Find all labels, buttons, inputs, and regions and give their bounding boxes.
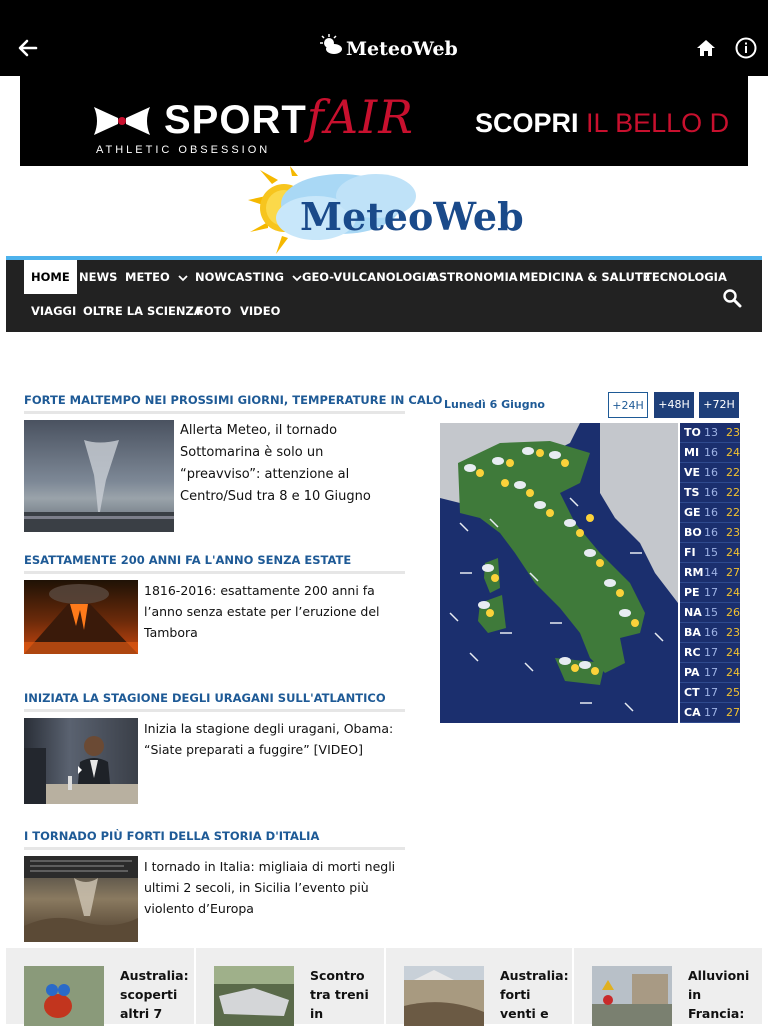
nav-item-nowcasting[interactable]: NOWCASTING — [188, 260, 309, 294]
flood-image-icon — [592, 966, 672, 1026]
related-thumbnail — [404, 966, 484, 1026]
city-row[interactable]: RC 17 24 — [680, 643, 740, 663]
related-card[interactable] — [386, 948, 574, 1024]
related-card[interactable] — [6, 948, 194, 1024]
ad-cta-white: SCOPRI — [475, 108, 579, 138]
italy-weather-map — [440, 423, 678, 723]
ad-banner[interactable] — [20, 76, 748, 166]
site-logo[interactable] — [246, 166, 536, 256]
city-row[interactable]: RM 14 27 — [680, 563, 740, 583]
nav-item-oltre-la-scienza[interactable]: OLTRE LA SCIENZA — [83, 304, 203, 318]
info-icon[interactable] — [734, 36, 758, 60]
related-card[interactable] — [574, 948, 762, 1024]
related-title: Australia: forti venti e — [500, 968, 569, 1021]
nav-item-viaggi[interactable]: VIAGGI — [31, 304, 77, 318]
related-thumbnail — [592, 966, 672, 1026]
related-title: Alluvioni in Francia: — [688, 968, 750, 1021]
main-nav — [6, 256, 762, 332]
city-row[interactable]: TO 13 23 — [680, 423, 740, 443]
nav-item-astronomia[interactable]: ASTRONOMIA — [430, 270, 518, 284]
article-thumbnail[interactable] — [24, 856, 138, 942]
city-row[interactable]: PA 17 24 — [680, 663, 740, 683]
article-headline[interactable]: 1816-2016: esattamente 200 anni fa l’anno senza estate per l’eruzione del Tambora — [144, 583, 380, 640]
section-title[interactable]: I TORNADO PIÙ FORTI DELLA STORIA D'ITALIA — [24, 829, 405, 850]
spider-image-icon — [24, 966, 104, 1026]
nav-item-home[interactable]: HOME — [24, 260, 77, 294]
article-thumbnail[interactable] — [24, 420, 174, 532]
storm-damage-image-icon — [404, 966, 484, 1026]
ad-brand-left: SPORT — [164, 98, 307, 142]
city-row[interactable]: PE 17 24 — [680, 583, 740, 603]
forecast-date: Lunedì 6 Giugno — [444, 398, 545, 411]
city-row[interactable]: FI 15 24 — [680, 543, 740, 563]
section-title[interactable]: FORTE MALTEMPO NEI PROSSIMI GIORNI, TEMPERATURE IN CALO — [24, 393, 405, 414]
train-crash-image-icon — [214, 966, 294, 1026]
nav-item-foto[interactable]: FOTO — [196, 304, 232, 318]
city-row[interactable]: GE 16 22 — [680, 503, 740, 523]
nav-item-news[interactable]: NEWS — [79, 270, 118, 284]
app-logo[interactable] — [320, 30, 458, 66]
chevron-down-icon — [178, 273, 188, 283]
app-bar — [0, 0, 768, 76]
section-title[interactable]: INIZIATA LA STAGIONE DEGLI URAGANI SULL'ATLANTICO — [24, 691, 405, 712]
related-title: Scontro tra treni in — [310, 968, 369, 1021]
nav-item-medicina-salute[interactable]: MEDICINA & SALUTE — [519, 270, 651, 284]
city-row[interactable]: CA 17 27 — [680, 703, 740, 723]
article-thumbnail[interactable] — [24, 718, 138, 804]
city-row[interactable]: MI 16 24 — [680, 443, 740, 463]
article-thumbnail[interactable] — [24, 580, 138, 654]
nav-item-geo-vulcanologia[interactable]: GEO-VULCANOLOGIA — [302, 270, 435, 284]
app-logo-text: MeteoWeb — [346, 38, 458, 60]
sportfair-logo-icon — [92, 104, 152, 138]
search-icon[interactable] — [722, 288, 742, 308]
ad-tagline: ATHLETIC OBSESSION — [96, 144, 271, 156]
nav-item-video[interactable]: VIDEO — [240, 304, 281, 318]
ad-brand-right: fAIR — [306, 90, 414, 144]
tab-72h[interactable]: +72H — [699, 392, 739, 418]
city-row[interactable]: BO 16 23 — [680, 523, 740, 543]
sun-cloud-icon — [320, 34, 342, 56]
nav-item-tecnologia[interactable]: TECNOLOGIA — [644, 270, 727, 284]
city-row[interactable]: TS 16 22 — [680, 483, 740, 503]
article-headline[interactable]: Inizia la stagione degli uragani, Obama: “Siate preparati a fuggire” [VIDEO] — [144, 721, 394, 757]
historic-tornado-image-icon — [24, 856, 138, 942]
city-row[interactable]: VE 16 22 — [680, 463, 740, 483]
nav-item-meteo[interactable]: METEO — [118, 260, 195, 294]
arrow-left-icon[interactable] — [14, 34, 42, 62]
article-headline[interactable]: I tornado in Italia: migliaia di morti negli ultimi 2 secoli, in Sicilia l’evento più violento d’Europa — [144, 859, 396, 916]
related-title: Australia: scoperti altri 7 — [120, 968, 189, 1021]
home-icon[interactable] — [694, 36, 718, 60]
press-conference-image-icon — [24, 718, 138, 804]
related-card[interactable] — [196, 948, 384, 1024]
volcano-image-icon — [24, 580, 138, 654]
tab-48h[interactable]: +48H — [654, 392, 694, 418]
ad-cta-red: IL BELLO D — [586, 108, 730, 138]
tab-24h[interactable]: +24H — [608, 392, 648, 418]
related-articles-strip — [6, 948, 762, 1024]
site-logo-text: MeteoWeb — [300, 194, 524, 239]
ad-brand — [164, 90, 414, 144]
city-row[interactable]: NA 15 26 — [680, 603, 740, 623]
article-headline[interactable]: Allerta Meteo, il tornado Sottomarina è solo un “preavviso”: attenzione al Centro/Sud tra 8 e 10 Giugno — [180, 423, 371, 504]
tornado-image-icon — [24, 420, 174, 532]
city-row[interactable]: CT 17 25 — [680, 683, 740, 703]
related-thumbnail — [24, 966, 104, 1026]
city-row[interactable]: BA 16 23 — [680, 623, 740, 643]
city-temperature-table — [680, 423, 740, 723]
weather-map[interactable] — [440, 423, 678, 723]
related-thumbnail — [214, 966, 294, 1026]
section-title[interactable]: ESATTAMENTE 200 ANNI FA L'ANNO SENZA ESTATE — [24, 553, 405, 574]
ad-cta — [475, 108, 729, 139]
